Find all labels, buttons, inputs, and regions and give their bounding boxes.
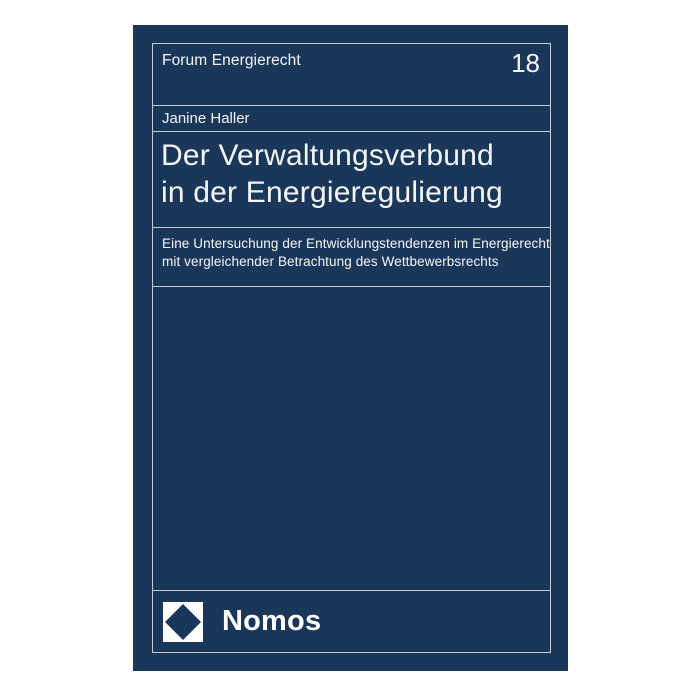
empty-section <box>153 287 550 591</box>
subtitle-line-2: mit vergleichender Betrachtung des Wettbewerbsrechts <box>162 253 499 269</box>
series-title: Forum Energierecht <box>162 52 301 69</box>
subtitle-section <box>153 228 550 287</box>
author-section <box>153 106 550 132</box>
author-name: Janine Haller <box>162 110 250 127</box>
volume-number: 18 <box>511 48 540 78</box>
cover-frame <box>152 43 551 653</box>
subtitle-line-1: Eine Untersuchung der Entwicklungstendenzen im Energierecht <box>162 236 550 251</box>
book-title-line-2: in der Energieregulierung <box>161 176 503 209</box>
title-section <box>153 132 550 228</box>
publisher-name: Nomos <box>222 605 322 637</box>
nomos-diamond-icon <box>163 602 203 642</box>
series-section <box>153 44 550 106</box>
publisher-section <box>153 591 550 652</box>
book-cover <box>133 25 568 671</box>
book-title-line-1: Der Verwaltungsverbund <box>161 139 494 172</box>
